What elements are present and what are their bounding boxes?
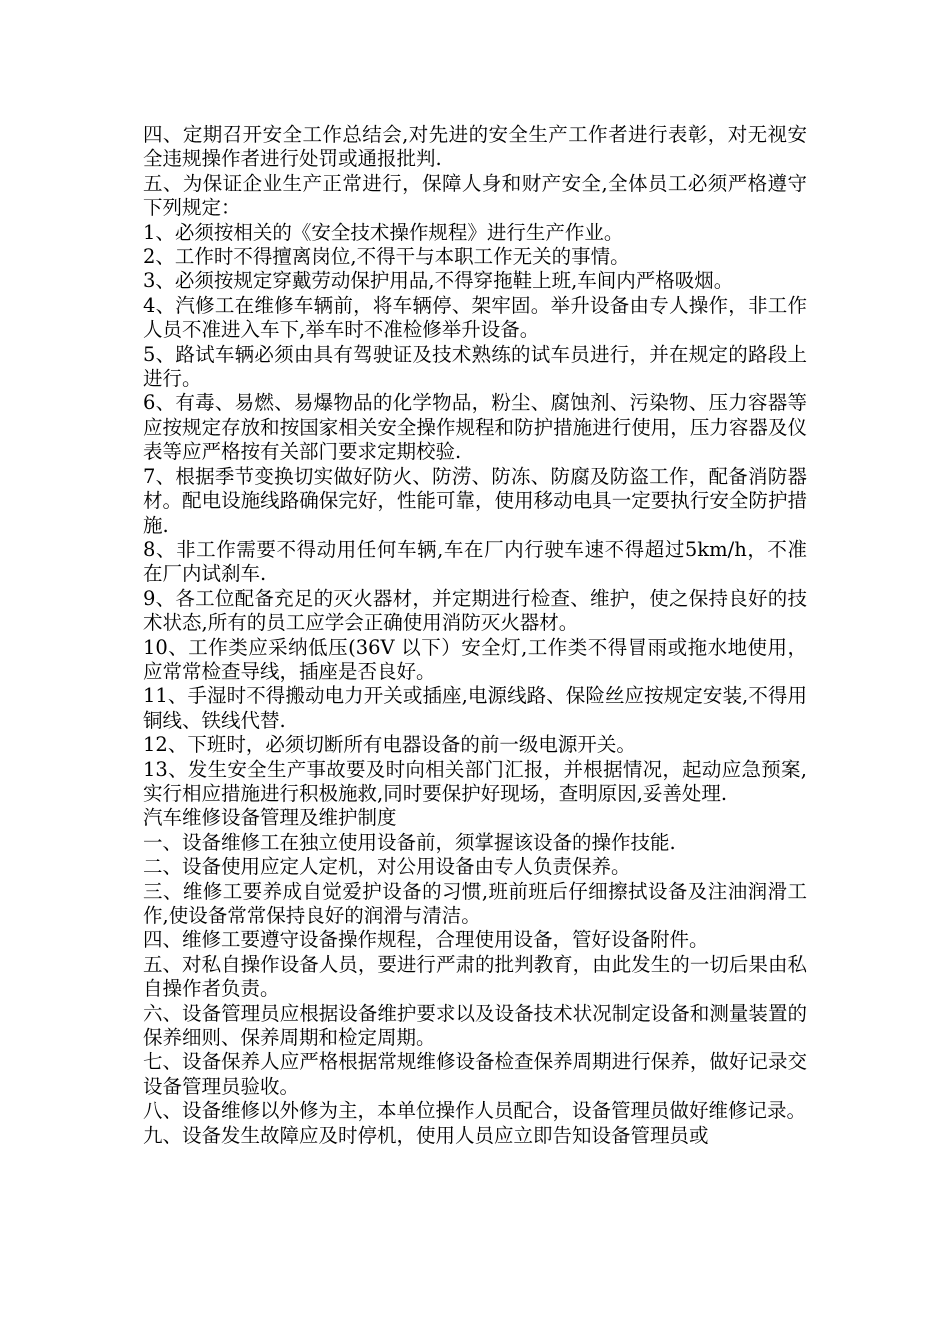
rule-1: 1、必须按相关的《安全技术操作规程》进行生产作业。 xyxy=(143,220,624,244)
rule-12: 12、下班时，必须切断所有电器设备的前一级电源开关。 xyxy=(143,733,636,757)
equipment-rule-1: 一、设备维修工在独立使用设备前，须掌握该设备的操作技能. xyxy=(143,830,676,854)
rule-8: 8、非工作需要不得动用任何车辆,车在厂内行驶车速不得超过5km/h，不准在厂内试刹车. xyxy=(143,537,807,586)
rule-10: 10、工作类应采纳低压(36V 以下）安全灯,工作类不得冒雨或拖水地使用，应常常检查导线，插座是否良好。 xyxy=(143,635,807,683)
equipment-rule-5: 五、对私自操作设备人员，要进行严肃的批判教育，由此发生的一切后果由私自操作者负责。 xyxy=(143,952,807,1001)
equipment-rule-2: 二、设备使用应定人定机，对公用设备由专人负责保养。 xyxy=(143,855,631,879)
paragraph-safety-5: 五、为保证企业生产正常进行，保障人身和财产安全,全体员工必须严格遵守下列规定： xyxy=(143,171,807,220)
equipment-rule-4: 四、维修工要遵守设备操作规程，合理使用设备，管好设备附件。 xyxy=(143,928,709,952)
rule-5: 5、路试车辆必须由具有驾驶证及技术熟练的试车员进行，并在规定的路段上进行。 xyxy=(143,342,807,391)
equipment-rule-3: 三、维修工要养成自觉爱护设备的习惯,班前班后仔细擦拭设备及注油润滑工作,使设备常常保持良好的润滑与清洁。 xyxy=(143,879,807,927)
rule-4: 4、汽修工在维修车辆前，将车辆停、架牢固。举升设备由专人操作，非工作人员不准进入车下,举车时不准检修举升设备。 xyxy=(143,293,807,342)
rule-3: 3、必须按规定穿戴劳动保护用品,不得穿拖鞋上班,车间内严格吸烟。 xyxy=(143,269,734,293)
document-body xyxy=(143,123,807,1148)
section-heading: 汽车维修设备管理及维护制度 xyxy=(143,806,397,830)
equipment-rule-9: 九、设备发生故障应及时停机，使用人员应立即告知设备管理员或 xyxy=(143,1123,709,1147)
equipment-rule-7: 七、设备保养人应严格根据常规维修设备检查保养周期进行保养，做好记录交设备管理员验收。 xyxy=(143,1050,807,1098)
rule-11: 11、手湿时不得搬动电力开关或插座,电源线路、保险丝应按规定安装,不得用铜线、铁线代替. xyxy=(143,684,807,732)
rule-2: 2、工作时不得擅离岗位,不得干与本职工作无关的事情。 xyxy=(143,245,630,269)
rule-13: 13、发生安全生产事故要及时向相关部门汇报，并根据情况，起动应急预案,实行相应措施进行积极施救,同时要保护好现场，查明原因,妥善处理. xyxy=(143,757,807,805)
rule-7: 7、根据季节变换切实做好防火、防涝、防冻、防腐及防盗工作，配备消防器材。配电设施线路确保完好，性能可靠，使用移动电具一定要执行安全防护措施. xyxy=(143,464,807,537)
rule-9: 9、各工位配备充足的灭火器材，并定期进行检查、维护，使之保持良好的技术状态,所有的员工应学会正确使用消防灭火器材。 xyxy=(143,586,807,635)
rule-6: 6、有毒、易燃、易爆物品的化学物品，粉尘、腐蚀剂、污染物、压力容器等应按规定存放和按国家相关安全操作规程和防护措施进行使用，压力容器及仪表等应严格按有关部门要求定期校验. xyxy=(143,391,807,464)
equipment-rule-6: 六、设备管理员应根据设备维护要求以及设备技术状况制定设备和测量装置的保养细则、保养周期和检定周期。 xyxy=(143,1001,807,1050)
paragraph-safety-4: 四、定期召开安全工作总结会,对先进的安全生产工作者进行表彰，对无视安全违规操作者进行处罚或通报批判. xyxy=(143,123,807,171)
equipment-rule-8: 八、设备维修以外修为主，本单位操作人员配合，设备管理员做好维修记录。 xyxy=(143,1099,807,1123)
